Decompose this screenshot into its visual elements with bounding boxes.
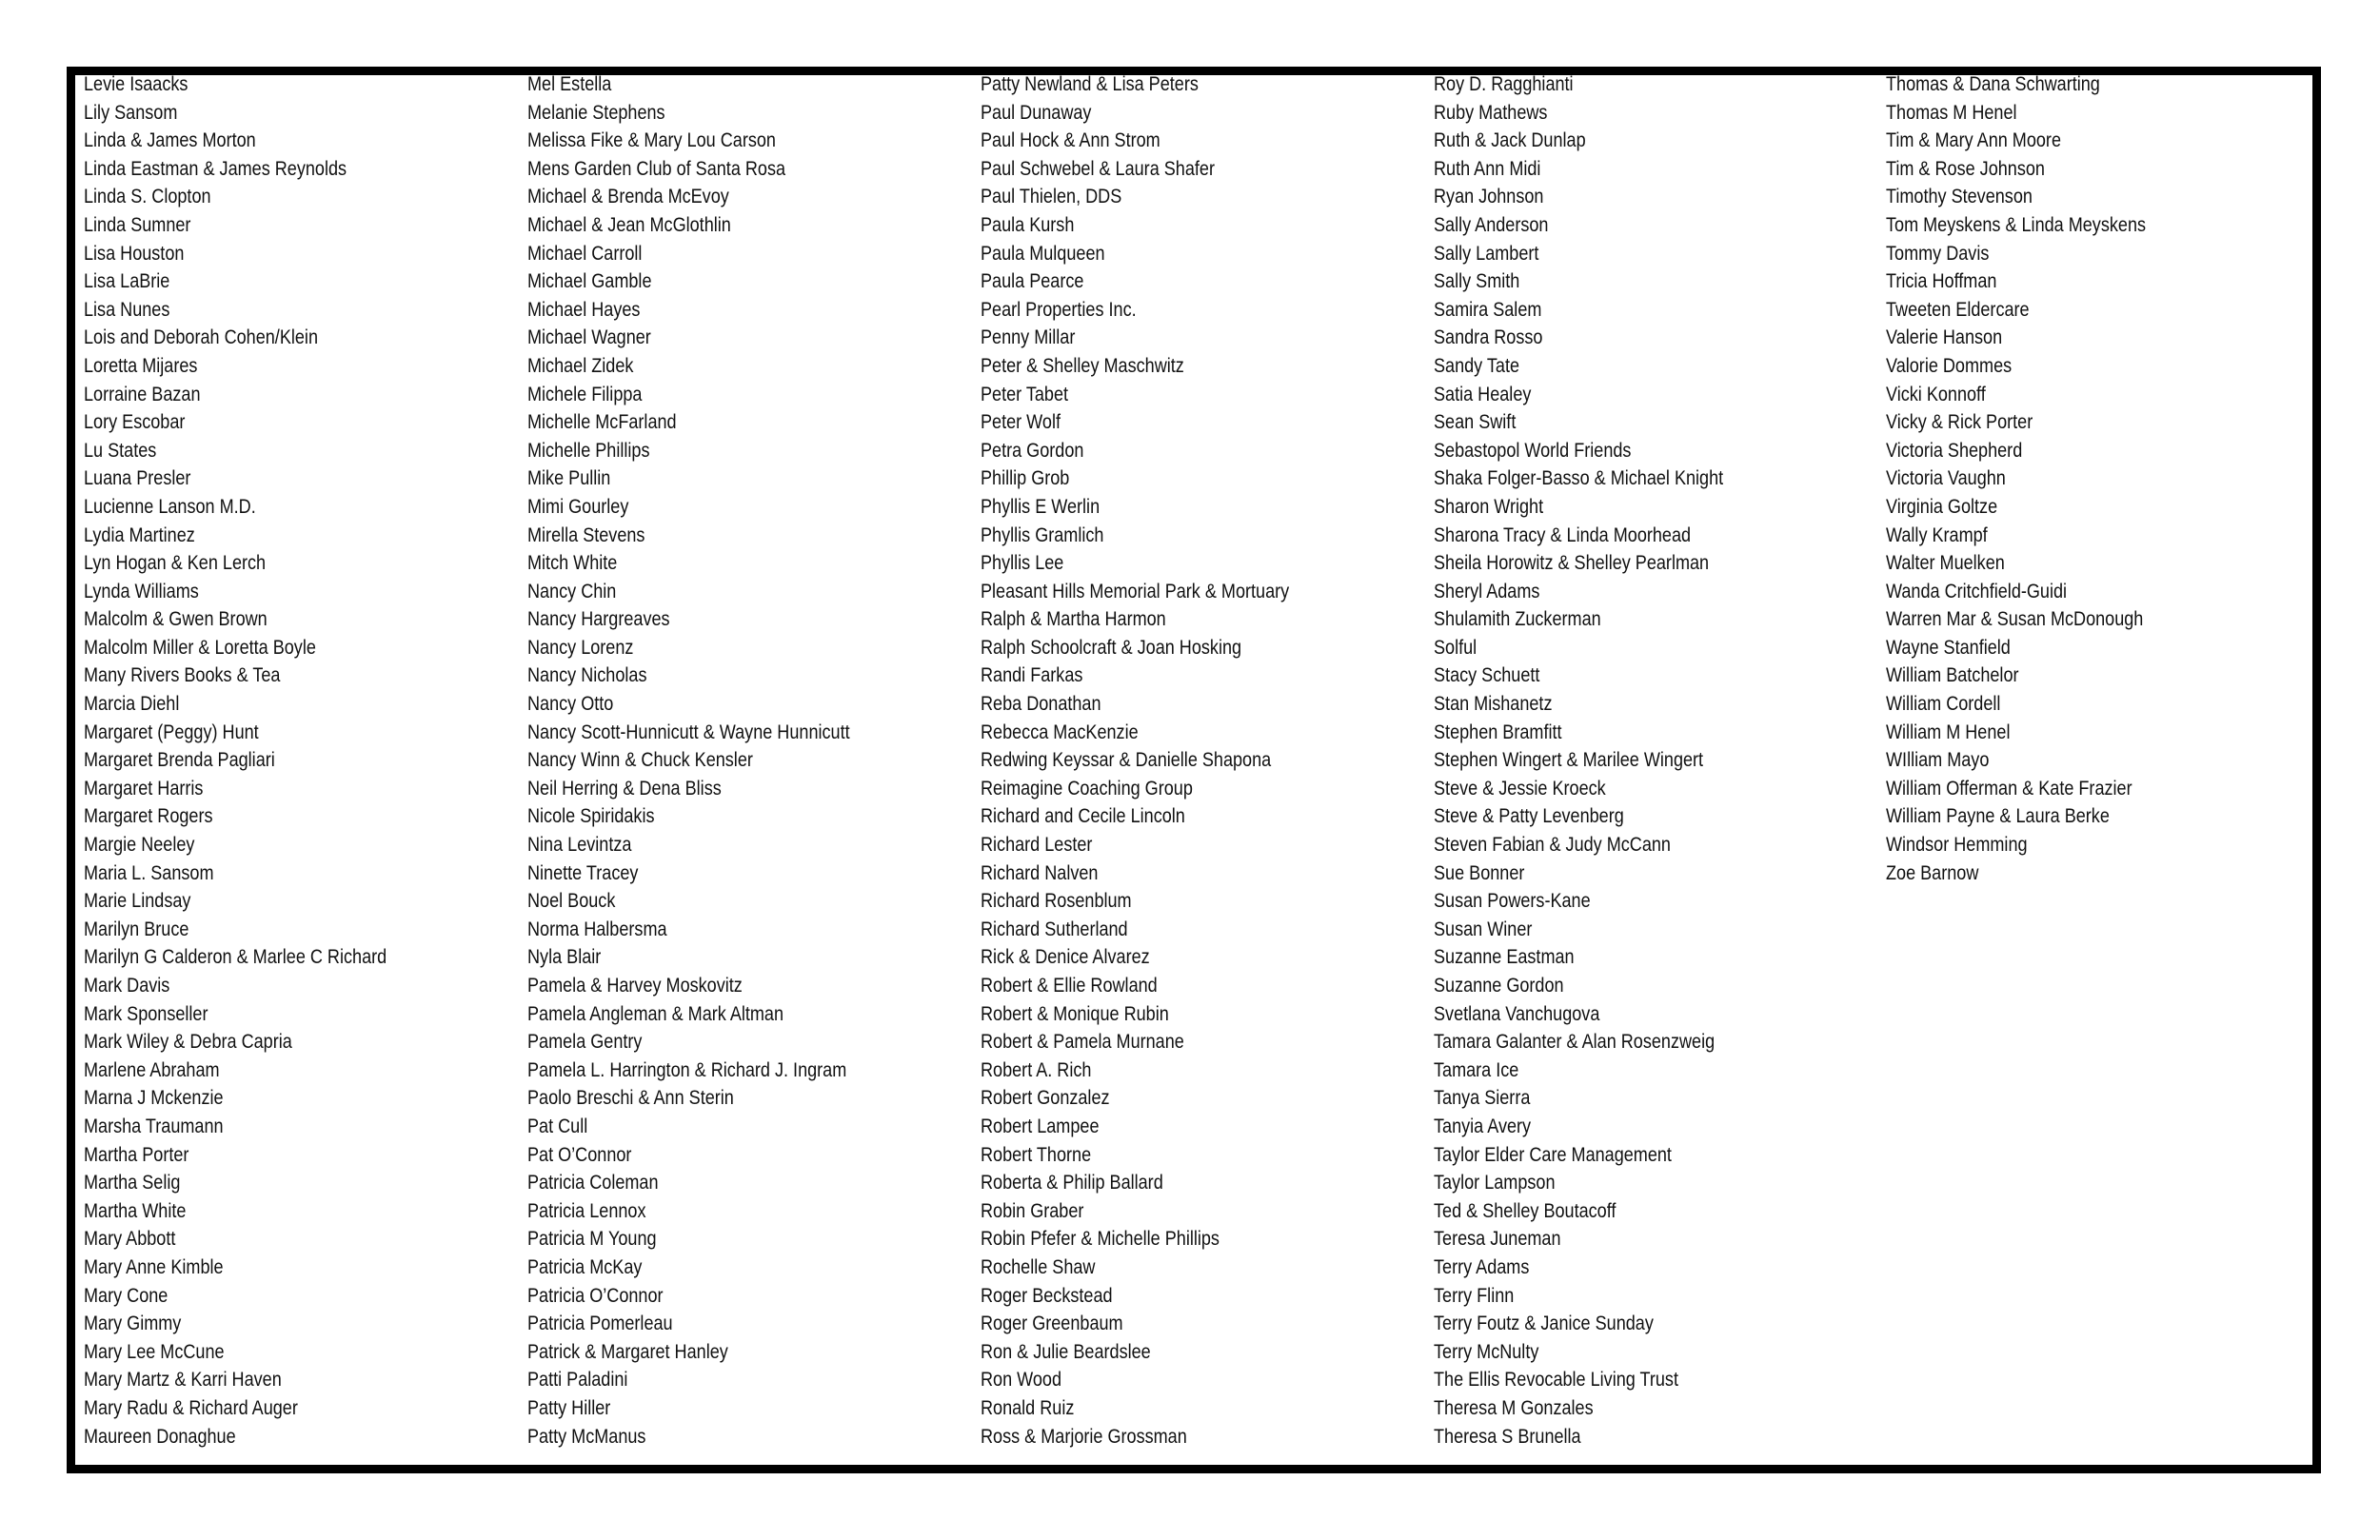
donor-name: Nancy Lorenz — [527, 636, 634, 659]
donor-name: Robert & Pamela Murnane — [981, 1031, 1184, 1054]
donor-name: Wally Krampf — [1886, 523, 1988, 546]
donor-name: Tom Meyskens & Linda Meyskens — [1886, 213, 2147, 236]
donor-name: Paul Dunaway — [981, 101, 1092, 124]
donor-name: Marsha Traumann — [84, 1115, 224, 1137]
donor-name: Marna J Mckenzie — [84, 1087, 224, 1110]
donor-name: Mark Sponseller — [84, 1002, 208, 1025]
donor-name: Many Rivers Books & Tea — [84, 664, 281, 687]
donor-name: Virginia Goltze — [1886, 495, 1998, 518]
donor-name: Melissa Fike & Mary Lou Carson — [527, 129, 776, 152]
donor-name: Tamara Ice — [1434, 1058, 1519, 1081]
donor-name: Sharon Wright — [1434, 495, 1544, 518]
donor-name: Lu States — [84, 439, 157, 462]
donor-name: Nancy Scott-Hunnicutt & Wayne Hunnicutt — [527, 721, 850, 743]
donor-name: Theresa S Brunella — [1434, 1425, 1581, 1448]
donor-name: Ralph & Martha Harmon — [981, 608, 1166, 631]
donor-name: Pamela Angleman & Mark Altman — [527, 1002, 784, 1025]
donor-name: Terry Flinn — [1434, 1284, 1515, 1307]
donor-name: Taylor Elder Care Management — [1434, 1143, 1672, 1166]
donor-name: Phyllis Gramlich — [981, 523, 1104, 546]
donor-name: Peter & Shelley Maschwitz — [981, 354, 1184, 377]
donor-name: Svetlana Vanchugova — [1434, 1002, 1600, 1025]
donor-name: Michael & Brenda McEvoy — [527, 186, 729, 208]
donor-name: Marlene Abraham — [84, 1058, 220, 1081]
donor-name: Pamela & Harvey Moskovitz — [527, 975, 743, 997]
donor-name: Mark Wiley & Debra Capria — [84, 1031, 292, 1054]
donor-name: Maureen Donaghue — [84, 1425, 236, 1448]
donor-name: Ross & Marjorie Grossman — [981, 1425, 1187, 1448]
donor-name: Levie Isaacks — [84, 73, 188, 95]
donor-name: Timothy Stevenson — [1886, 186, 2033, 208]
donor-name: Mitch White — [527, 552, 618, 575]
donor-name: Michele Filippa — [527, 383, 643, 405]
donor-name: Mark Davis — [84, 975, 170, 997]
donor-name: Susan Powers-Kane — [1434, 890, 1591, 913]
donor-name: Lois and Deborah Cohen/Klein — [84, 326, 319, 349]
donor-name: Shulamith Zuckerman — [1434, 608, 1601, 631]
donor-name: Nyla Blair — [527, 946, 602, 969]
donor-name: Penny Millar — [981, 326, 1076, 349]
donor-name: Ruth & Jack Dunlap — [1434, 129, 1586, 152]
donor-name: Terry Foutz & Janice Sunday — [1434, 1313, 1654, 1335]
donor-name: Marilyn G Calderon & Marlee C Richard — [84, 946, 387, 969]
donor-name: William Cordell — [1886, 693, 2001, 716]
donor-column-3 — [981, 70, 1339, 1451]
donor-name: Valorie Dommes — [1886, 354, 2013, 377]
donor-name: Patricia Pomerleau — [527, 1313, 673, 1335]
donor-name: The Ellis Revocable Living Trust — [1434, 1369, 1678, 1392]
donor-name: Rick & Denice Alvarez — [981, 946, 1150, 969]
donor-column-5 — [1886, 70, 2188, 887]
donor-name: Linda Eastman & James Reynolds — [84, 157, 347, 180]
donor-name: Lyn Hogan & Ken Lerch — [84, 552, 267, 575]
donor-column-1 — [84, 70, 436, 1451]
donor-name: Sheryl Adams — [1434, 580, 1540, 602]
donor-name: William M Henel — [1886, 721, 2011, 743]
donor-name: Mary Martz & Karri Haven — [84, 1369, 282, 1392]
donor-name: Steve & Jessie Kroeck — [1434, 777, 1606, 800]
donor-name: Victoria Vaughn — [1886, 467, 2006, 490]
donor-name: Teresa Juneman — [1434, 1228, 1561, 1251]
donor-name: Lory Escobar — [84, 411, 186, 434]
donor-name: Michelle McFarland — [527, 411, 677, 434]
donor-name: Pleasant Hills Memorial Park & Mortuary — [981, 580, 1290, 602]
donor-name: Mary Anne Kimble — [84, 1255, 224, 1278]
donor-name: Mirella Stevens — [527, 523, 645, 546]
donor-name: Nancy Chin — [527, 580, 617, 602]
donor-name: Robin Pfefer & Michelle Phillips — [981, 1228, 1220, 1251]
donor-name: Richard Sutherland — [981, 918, 1128, 940]
donor-name: Lynda Williams — [84, 580, 199, 602]
donor-name: Martha Selig — [84, 1172, 181, 1194]
donor-name: Nancy Nicholas — [527, 664, 647, 687]
donor-name: Lydia Martinez — [84, 523, 195, 546]
donor-name: Stan Mishanetz — [1434, 693, 1553, 716]
donor-name: Robert Thorne — [981, 1143, 1092, 1166]
donor-name: Ruby Mathews — [1434, 101, 1548, 124]
donor-name: Suzanne Gordon — [1434, 975, 1564, 997]
donor-name: Loretta Mijares — [84, 354, 198, 377]
donor-name: Mary Abbott — [84, 1228, 176, 1251]
donor-name: Petra Gordon — [981, 439, 1084, 462]
donor-name: Victoria Shepherd — [1886, 439, 2023, 462]
donor-name: Malcolm & Gwen Brown — [84, 608, 268, 631]
donor-name: Thomas & Dana Schwarting — [1886, 73, 2100, 95]
donor-name: Tanyia Avery — [1434, 1115, 1532, 1137]
donor-name: Michael Gamble — [527, 270, 652, 293]
donor-name: Marie Lindsay — [84, 890, 191, 913]
donor-name: Luana Presler — [84, 467, 191, 490]
donor-name: Warren Mar & Susan McDonough — [1886, 608, 2144, 631]
donor-name: Neil Herring & Dena Bliss — [527, 777, 722, 800]
donor-name: Reimagine Coaching Group — [981, 777, 1193, 800]
donor-name: Michael & Jean McGlothlin — [527, 213, 731, 236]
donor-name: Richard Lester — [981, 834, 1093, 857]
donor-name: Margaret Rogers — [84, 805, 213, 828]
donor-name: Tim & Mary Ann Moore — [1886, 129, 2061, 152]
donor-name: Sheila Horowitz & Shelley Pearlman — [1434, 552, 1710, 575]
donor-name: Stacy Schuett — [1434, 664, 1540, 687]
donor-name: Robert Lampee — [981, 1115, 1100, 1137]
donor-name: Paul Hock & Ann Strom — [981, 129, 1160, 152]
donor-name: Linda & James Morton — [84, 129, 256, 152]
donor-name: Tricia Hoffman — [1886, 270, 1997, 293]
donor-name: Tamara Galanter & Alan Rosenzweig — [1434, 1031, 1716, 1054]
donor-name: Mel Estella — [527, 73, 612, 95]
donor-name: Patrick & Margaret Hanley — [527, 1340, 728, 1363]
donor-name: Michael Carroll — [527, 242, 643, 265]
donor-name: Melanie Stephens — [527, 101, 665, 124]
donor-name: Lorraine Bazan — [84, 383, 201, 405]
donor-name: Lisa Nunes — [84, 298, 170, 321]
donor-name: Marilyn Bruce — [84, 918, 189, 940]
donor-name: Wanda Critchfield-Guidi — [1886, 580, 2068, 602]
donor-name: Mens Garden Club of Santa Rosa — [527, 157, 786, 180]
donor-name: Nancy Winn & Chuck Kensler — [527, 749, 753, 772]
donor-name: Ron & Julie Beardslee — [981, 1340, 1151, 1363]
donor-name: Rebecca MacKenzie — [981, 721, 1139, 743]
donor-name: Mary Lee McCune — [84, 1340, 225, 1363]
donor-name: Margaret Harris — [84, 777, 204, 800]
donor-name: Mimi Gourley — [527, 495, 629, 518]
donor-name: Vicki Konnoff — [1886, 383, 1986, 405]
donor-name: Paula Kursh — [981, 213, 1075, 236]
donor-name: Peter Tabet — [981, 383, 1069, 405]
donor-name: Lily Sansom — [84, 101, 178, 124]
donor-name: Ryan Johnson — [1434, 186, 1544, 208]
donor-name: Michelle Phillips — [527, 439, 650, 462]
donor-column-4 — [1434, 70, 1771, 1451]
donor-name: Margaret Brenda Pagliari — [84, 749, 275, 772]
donor-name: Pat Cull — [527, 1115, 588, 1137]
donor-name: Theresa M Gonzales — [1434, 1396, 1594, 1419]
donor-name: Wayne Stanfield — [1886, 636, 2011, 659]
donor-name: Paula Pearce — [981, 270, 1084, 293]
donor-name: Pat O’Connor — [527, 1143, 632, 1166]
donor-name: Samira Salem — [1434, 298, 1542, 321]
donor-name: Michael Hayes — [527, 298, 641, 321]
donor-name: Sally Smith — [1434, 270, 1520, 293]
donor-name: Richard Rosenblum — [981, 890, 1132, 913]
donor-name: Sharona Tracy & Linda Moorhead — [1434, 523, 1692, 546]
donor-name: Ralph Schoolcraft & Joan Hosking — [981, 636, 1242, 659]
donor-name: WIlliam Mayo — [1886, 749, 1990, 772]
donor-name: Linda Sumner — [84, 213, 191, 236]
donor-name: Sean Swift — [1434, 411, 1517, 434]
donor-name: Nicole Spiridakis — [527, 805, 655, 828]
donor-name: Sally Lambert — [1434, 242, 1539, 265]
donor-name: Robert & Monique Rubin — [981, 1002, 1169, 1025]
donor-name: Terry Adams — [1434, 1255, 1530, 1278]
donor-name: Paul Schwebel & Laura Shafer — [981, 157, 1215, 180]
donor-name: Patricia McKay — [527, 1255, 643, 1278]
donor-name: Paolo Breschi & Ann Sterin — [527, 1087, 734, 1110]
donor-name: Roger Greenbaum — [981, 1313, 1123, 1335]
donor-name: Mike Pullin — [527, 467, 611, 490]
donor-name: Ruth Ann Midi — [1434, 157, 1541, 180]
donor-name: Patricia Lennox — [527, 1199, 646, 1222]
donor-name: Mary Gimmy — [84, 1313, 182, 1335]
donor-name: Walter Muelken — [1886, 552, 2005, 575]
donor-name: Nancy Otto — [527, 693, 614, 716]
donor-name: Rochelle Shaw — [981, 1255, 1096, 1278]
donor-name: Ted & Shelley Boutacoff — [1434, 1199, 1616, 1222]
donor-name: Malcolm Miller & Loretta Boyle — [84, 636, 316, 659]
donor-name: Tommy Davis — [1886, 242, 1990, 265]
donor-name: Robin Graber — [981, 1199, 1084, 1222]
donor-name: Margie Neeley — [84, 834, 195, 857]
donor-name: Roberta & Philip Ballard — [981, 1172, 1163, 1194]
donor-name: Michael Zidek — [527, 354, 634, 377]
donor-name: Randi Farkas — [981, 664, 1083, 687]
donor-name: Martha White — [84, 1199, 187, 1222]
donor-name: Susan Winer — [1434, 918, 1533, 940]
donor-name: Ninette Tracey — [527, 861, 639, 884]
donor-name: Reba Donathan — [981, 693, 1101, 716]
donor-name: Steven Fabian & Judy McCann — [1434, 834, 1671, 857]
donor-name: Robert A. Rich — [981, 1058, 1092, 1081]
donor-name: William Payne & Laura Berke — [1886, 805, 2110, 828]
donor-name: Roy D. Ragghianti — [1434, 73, 1574, 95]
donor-name: Patricia M Young — [527, 1228, 657, 1251]
donor-name: Richard and Cecile Lincoln — [981, 805, 1185, 828]
donor-name: Patricia Coleman — [527, 1172, 659, 1194]
donor-name: Noel Bouck — [527, 890, 616, 913]
donor-name: Peter Wolf — [981, 411, 1061, 434]
donor-name: Ron Wood — [981, 1369, 1062, 1392]
donor-name: Terry McNulty — [1434, 1340, 1539, 1363]
donor-name: Sebastopol World Friends — [1434, 439, 1632, 462]
donor-name: Patty Newland & Lisa Peters — [981, 73, 1199, 95]
donor-name: Lucienne Lanson M.D. — [84, 495, 256, 518]
donor-name: Michael Wagner — [527, 326, 651, 349]
donor-name: Sandy Tate — [1434, 354, 1520, 377]
donor-name: Ronald Ruiz — [981, 1396, 1075, 1419]
donor-name: Marcia Diehl — [84, 693, 180, 716]
donor-name: Richard Nalven — [981, 861, 1099, 884]
donor-name: Satia Healey — [1434, 383, 1532, 405]
donor-name: Redwing Keyssar & Danielle Shapona — [981, 749, 1272, 772]
donor-name: Tweeten Eldercare — [1886, 298, 2030, 321]
donor-name: Lisa Houston — [84, 242, 185, 265]
donor-name: Roger Beckstead — [981, 1284, 1113, 1307]
donor-name: Patty McManus — [527, 1425, 646, 1448]
donor-name: Sally Anderson — [1434, 213, 1549, 236]
donor-name: Mary Radu & Richard Auger — [84, 1396, 298, 1419]
donor-name: Robert Gonzalez — [981, 1087, 1110, 1110]
donor-name: William Offerman & Kate Frazier — [1886, 777, 2132, 800]
donor-name: Zoe Barnow — [1886, 861, 1979, 884]
donor-name: Phyllis Lee — [981, 552, 1064, 575]
donor-name: Windsor Hemming — [1886, 834, 2028, 857]
donor-name: Linda S. Clopton — [84, 186, 211, 208]
donor-name: Shaka Folger-Basso & Michael Knight — [1434, 467, 1724, 490]
donor-name: William Batchelor — [1886, 664, 2019, 687]
donor-name: Lisa LaBrie — [84, 270, 170, 293]
donor-name: Patricia O’Connor — [527, 1284, 664, 1307]
donor-name: Robert & Ellie Rowland — [981, 975, 1158, 997]
donor-name: Tim & Rose Johnson — [1886, 157, 2045, 180]
donor-name: Pearl Properties Inc. — [981, 298, 1137, 321]
donor-name: Stephen Bramfitt — [1434, 721, 1562, 743]
donor-name: Stephen Wingert & Marilee Wingert — [1434, 749, 1704, 772]
donor-name: Valerie Hanson — [1886, 326, 2003, 349]
donor-name: Tanya Sierra — [1434, 1087, 1531, 1110]
donor-name: Patty Hiller — [527, 1396, 611, 1419]
donor-name: Suzanne Eastman — [1434, 946, 1575, 969]
donor-name: Paul Thielen, DDS — [981, 186, 1122, 208]
donor-name: Phyllis E Werlin — [981, 495, 1101, 518]
donor-name: Paula Mulqueen — [981, 242, 1105, 265]
donor-name: Vicky & Rick Porter — [1886, 411, 2033, 434]
donor-name: Pamela L. Harrington & Richard J. Ingram — [527, 1058, 847, 1081]
donor-name: Mary Cone — [84, 1284, 169, 1307]
donor-name: Sue Bonner — [1434, 861, 1525, 884]
donor-name: Nancy Hargreaves — [527, 608, 670, 631]
donor-name: Martha Porter — [84, 1143, 189, 1166]
donor-name: Patti Paladini — [527, 1369, 628, 1392]
donor-name: Solful — [1434, 636, 1478, 659]
donor-name: Sandra Rosso — [1434, 326, 1543, 349]
donor-name: Norma Halbersma — [527, 918, 667, 940]
donor-name: Pamela Gentry — [527, 1031, 643, 1054]
donor-name: Steve & Patty Levenberg — [1434, 805, 1624, 828]
donor-name: Margaret (Peggy) Hunt — [84, 721, 259, 743]
donor-name: Maria L. Sansom — [84, 861, 214, 884]
donor-column-2 — [527, 70, 902, 1451]
donor-name: Phillip Grob — [981, 467, 1070, 490]
donor-list-columns — [76, 70, 2323, 1470]
donor-name: Taylor Lampson — [1434, 1172, 1556, 1194]
donor-name: Thomas M Henel — [1886, 101, 2017, 124]
donor-name: Nina Levintza — [527, 834, 632, 857]
